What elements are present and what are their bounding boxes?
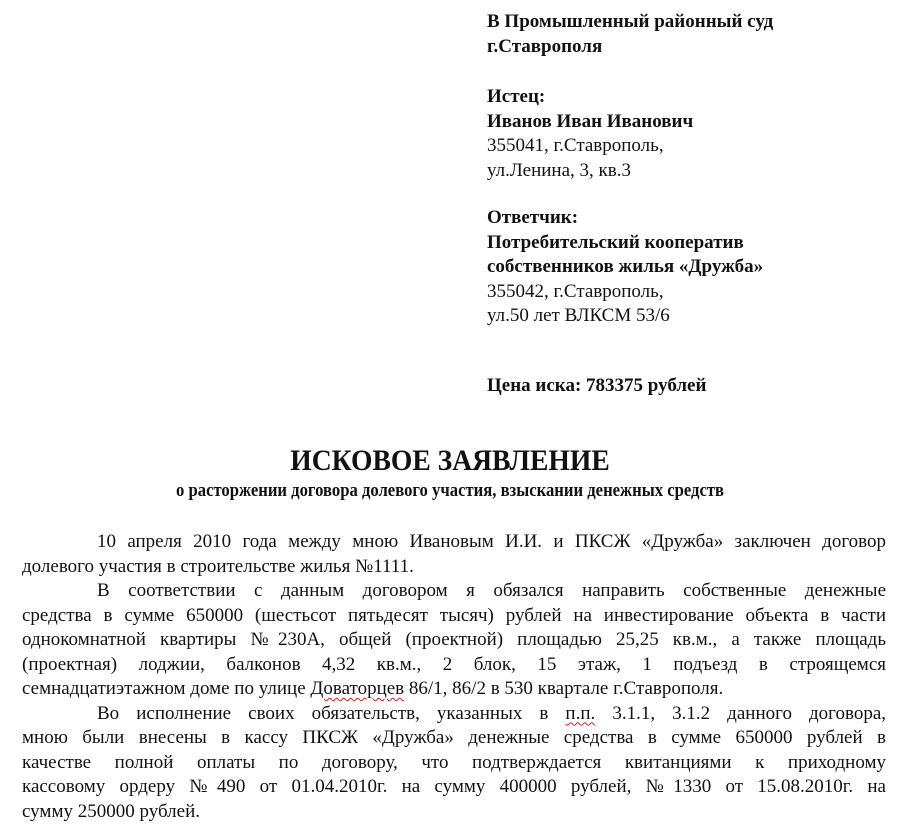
document-body — [22, 530, 886, 824]
plaintiff-name: Иванов Иван Иванович — [487, 110, 693, 135]
document-title: ИСКОВОЕ ЗАЯВЛЕНИЕ — [36, 444, 864, 478]
paragraph-2-line-5-start: семнадцатиэтажном доме по улице — [22, 678, 306, 699]
spellcheck-flagged-word: Доваторцев — [310, 678, 404, 699]
paragraph-2-line-3: однокомнатной квартиры №230А, общей (проектной) площадью 25,25 кв.м., а также площадь — [22, 628, 886, 653]
plaintiff-address-line1: 355041, г.Ставрополь, — [487, 134, 693, 159]
paragraph-3-line-2: мною были внесены в кассу ПКСЖ «Дружба» денежные средства в сумме 650000 рублей в — [22, 726, 886, 751]
court-addressee — [487, 10, 773, 59]
paragraph-2-line-2: средства в сумме 650000 (шестьсот пятьдесят тысяч) рублей на инвестирование объекта в части — [22, 604, 886, 629]
paragraph-3-line-1-end: 3.1.1, 3.1.2 данного договора, — [612, 703, 886, 724]
plaintiff-label: Истец: — [487, 85, 693, 110]
defendant-address-line2: ул.50 лет ВЛКСМ 53/6 — [487, 304, 763, 329]
claim-price — [487, 374, 706, 399]
court-name: В Промышленный районный суд — [487, 10, 773, 35]
defendant-address-line1: 355042, г.Ставрополь, — [487, 280, 763, 305]
defendant-label: Ответчик: — [487, 206, 763, 231]
spellcheck-flagged-abbrev: п.п. — [565, 703, 595, 724]
paragraph-3-line-4: кассовому ордеру №490 от 01.04.2010г. на сумму 400000 рублей, №1330 от 15.08.2010г. на — [22, 775, 886, 800]
paragraph-3-line-1-start: Во исполнение своих обязательств, указанных в — [97, 703, 548, 724]
paragraph-1-line-1: 10 апреля 2010 года между мною Ивановым И.И. и ПКСЖ «Дружба» заключен договор — [22, 530, 886, 555]
court-city: г.Ставрополя — [487, 35, 773, 60]
plaintiff-address-line2: ул.Ленина, 3, кв.3 — [487, 159, 693, 184]
paragraph-3-line-3: качестве полной оплаты по договору, что подтверждается квитанциями к приходному — [22, 751, 886, 776]
document-subtitle: о расторжении договора долевого участия, взыскании денежных средств — [45, 481, 855, 502]
paragraph-2-line-5 — [22, 677, 886, 702]
plaintiff-block — [487, 85, 693, 183]
paragraph-2-line-5-end: 86/1, 86/2 в 530 квартале г.Ставрополя. — [409, 678, 723, 699]
claim-price-text: Цена иска: 783375 рублей — [487, 374, 706, 399]
defendant-name-line1: Потребительский кооператив — [487, 231, 763, 256]
defendant-name-line2: собственников жилья «Дружба» — [487, 255, 763, 280]
paragraph-3-line-5: сумму 250000 рублей. — [22, 800, 886, 824]
paragraph-2-line-1: В соответствии с данным договором я обязался направить собственные денежные — [22, 579, 886, 604]
defendant-block — [487, 206, 763, 329]
paragraph-2-line-4: (проектная) лоджии, балконов 4,32 кв.м., 2 блок, 15 этаж, 1 подъезд в строящемся — [22, 653, 886, 678]
paragraph-3-line-1 — [22, 702, 886, 727]
paragraph-1-line-2: долевого участия в строительстве жилья №1111. — [22, 555, 886, 580]
